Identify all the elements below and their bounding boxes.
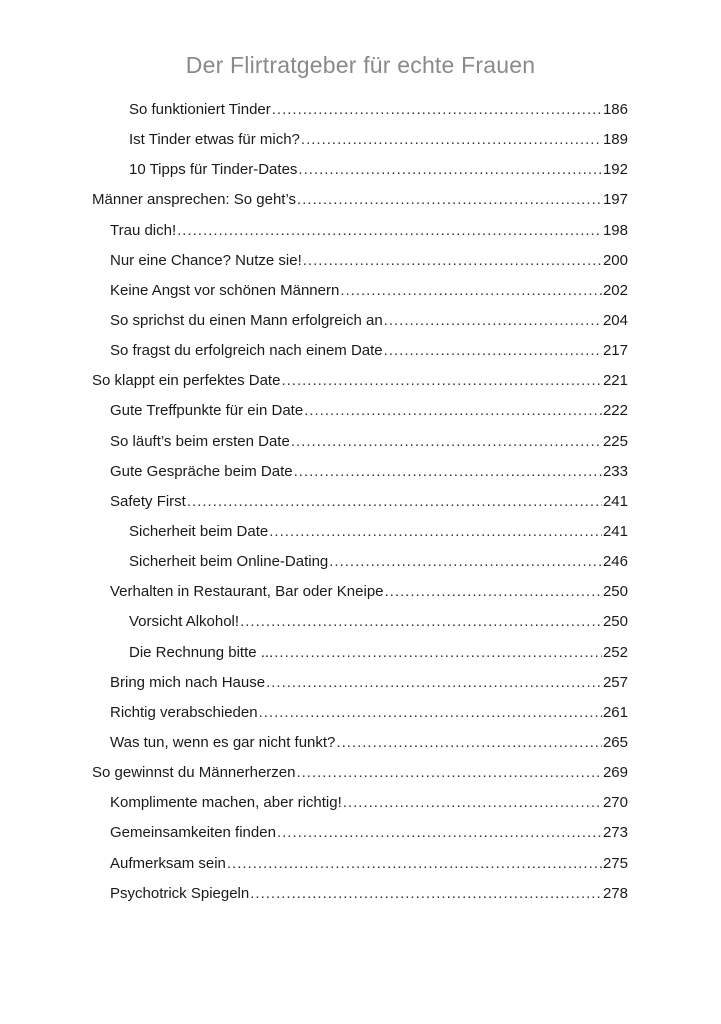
toc-dot-leader <box>272 95 602 125</box>
toc-entry[interactable] <box>92 607 628 637</box>
toc-dot-leader <box>384 306 602 336</box>
toc-entry[interactable] <box>92 125 628 155</box>
toc-entry-page-number: 217 <box>602 342 628 360</box>
toc-entry[interactable] <box>92 879 628 909</box>
toc-entry[interactable] <box>92 577 628 607</box>
toc-dot-leader <box>297 185 602 215</box>
toc-entry-title: Gute Gespräche beim Date <box>110 462 293 480</box>
toc-entry[interactable] <box>92 818 628 848</box>
toc-entry[interactable] <box>92 487 628 517</box>
toc-entry-title: So sprichst du einen Mann erfolgreich an <box>110 311 383 329</box>
toc-entry-page-number: 278 <box>602 884 628 902</box>
toc-entry-title: Komplimente machen, aber richtig! <box>110 794 342 812</box>
toc-entry-title: Aufmerksam sein <box>110 854 226 872</box>
toc-entry-title: Ist Tinder etwas für mich? <box>129 131 300 149</box>
toc-entry[interactable] <box>92 758 628 788</box>
toc-entry-title: Safety First <box>110 492 186 510</box>
toc-dot-leader <box>329 547 602 577</box>
toc-entry-page-number: 225 <box>602 432 628 450</box>
toc-entry-page-number: 198 <box>602 221 628 239</box>
toc-entry-page-number: 186 <box>602 101 628 118</box>
toc-entry-title: So gewinnst du Männerherzen <box>92 764 296 782</box>
toc-entry[interactable] <box>92 427 628 457</box>
toc-entry-title: Richtig verabschieden <box>110 703 258 721</box>
toc-dot-leader <box>266 668 602 698</box>
toc-dot-leader <box>281 366 602 396</box>
toc-entry[interactable] <box>92 457 628 487</box>
toc-entry-page-number: 257 <box>602 673 628 691</box>
toc-entry[interactable] <box>92 396 628 426</box>
toc-entry-page-number: 252 <box>602 643 628 661</box>
toc-entry-page-number: 265 <box>602 733 628 751</box>
toc-dot-leader <box>343 788 602 818</box>
toc-entry-page-number: 222 <box>602 402 628 420</box>
toc-entry-page-number: 261 <box>602 703 628 721</box>
table-of-contents <box>92 95 628 909</box>
toc-entry-title: So klappt ein perfektes Date <box>92 372 281 390</box>
toc-entry-page-number: 241 <box>602 492 628 510</box>
toc-entry-title: Männer ansprechen: So geht’s <box>92 191 297 209</box>
toc-entry-page-number: 192 <box>602 161 628 179</box>
toc-dot-leader <box>269 517 602 547</box>
toc-dot-leader <box>250 879 602 909</box>
toc-entry[interactable] <box>92 638 628 668</box>
toc-entry-title: Gemeinsamkeiten finden <box>110 824 276 842</box>
toc-entry-title: Verhalten in Restaurant, Bar oder Kneipe <box>110 583 384 601</box>
toc-entry-page-number: 200 <box>602 251 628 269</box>
toc-entry-title: So fragst du erfolgreich nach einem Date <box>110 342 383 360</box>
toc-dot-leader <box>336 728 602 758</box>
toc-entry-page-number: 273 <box>602 824 628 842</box>
toc-entry[interactable] <box>92 547 628 577</box>
toc-entry-page-number: 202 <box>602 281 628 299</box>
toc-entry-page-number: 250 <box>602 613 628 631</box>
toc-entry-title: Sicherheit beim Online-Dating <box>129 553 329 571</box>
toc-entry-page-number: 246 <box>602 553 628 571</box>
toc-entry-title: So funktioniert Tinder <box>129 101 271 118</box>
toc-entry-title: Sicherheit beim Date <box>129 522 269 540</box>
toc-entry-title: Was tun, wenn es gar nicht funkt? <box>110 733 336 751</box>
toc-entry-title: Gute Treffpunkte für ein Date <box>110 402 304 420</box>
toc-entry[interactable] <box>92 246 628 276</box>
toc-dot-leader <box>384 336 602 366</box>
toc-entry-title: Keine Angst vor schönen Männern <box>110 281 340 299</box>
toc-dot-leader <box>177 216 602 246</box>
toc-entry[interactable] <box>92 95 628 125</box>
toc-entry[interactable] <box>92 788 628 818</box>
toc-dot-leader <box>304 396 602 426</box>
toc-entry-page-number: 250 <box>602 583 628 601</box>
toc-dot-leader <box>277 818 602 848</box>
toc-entry-title: Psychotrick Spiegeln <box>110 884 250 902</box>
toc-entry-page-number: 270 <box>602 794 628 812</box>
toc-entry[interactable] <box>92 216 628 246</box>
toc-entry[interactable] <box>92 185 628 215</box>
toc-entry[interactable] <box>92 276 628 306</box>
toc-dot-leader <box>240 607 602 637</box>
toc-dot-leader <box>301 125 602 155</box>
toc-dot-leader <box>294 457 602 487</box>
toc-entry-title: Bring mich nach Hause <box>110 673 266 691</box>
toc-entry-title: So läuft’s beim ersten Date <box>110 432 290 450</box>
toc-entry[interactable] <box>92 849 628 879</box>
toc-entry[interactable] <box>92 336 628 366</box>
toc-entry-page-number: 241 <box>602 522 628 540</box>
toc-dot-leader <box>291 427 602 457</box>
toc-entry-page-number: 269 <box>602 764 628 782</box>
toc-entry-page-number: 204 <box>602 311 628 329</box>
toc-entry-page-number: 197 <box>602 191 628 209</box>
running-header: Der Flirtratgeber für echte Frauen <box>185 52 536 78</box>
toc-entry-page-number: 275 <box>602 854 628 872</box>
toc-entry-title: Trau dich! <box>110 221 177 239</box>
toc-dot-leader <box>298 155 602 185</box>
toc-dot-leader <box>227 849 602 879</box>
toc-dot-leader <box>296 758 602 788</box>
toc-entry-page-number: 233 <box>602 462 628 480</box>
toc-entry[interactable] <box>92 517 628 547</box>
toc-entry[interactable] <box>92 366 628 396</box>
toc-entry-page-number: 189 <box>602 131 628 149</box>
toc-dot-leader <box>340 276 602 306</box>
toc-entry-title: Nur eine Chance? Nutze sie! <box>110 251 302 269</box>
toc-entry[interactable] <box>92 698 628 728</box>
toc-entry[interactable] <box>92 306 628 336</box>
toc-dot-leader <box>303 246 602 276</box>
toc-entry-title: Vorsicht Alkohol! <box>129 613 240 631</box>
toc-entry-title: Die Rechnung bitte ... <box>129 643 274 661</box>
toc-dot-leader <box>385 577 602 607</box>
toc-dot-leader <box>187 487 602 517</box>
toc-dot-leader <box>259 698 602 728</box>
toc-entry-page-number: 221 <box>602 372 628 390</box>
toc-dot-leader <box>274 638 602 668</box>
toc-entry-title: 10 Tipps für Tinder-Dates <box>129 161 298 179</box>
toc-entry[interactable] <box>92 668 628 698</box>
toc-entry[interactable] <box>92 155 628 185</box>
toc-entry[interactable] <box>92 728 628 758</box>
